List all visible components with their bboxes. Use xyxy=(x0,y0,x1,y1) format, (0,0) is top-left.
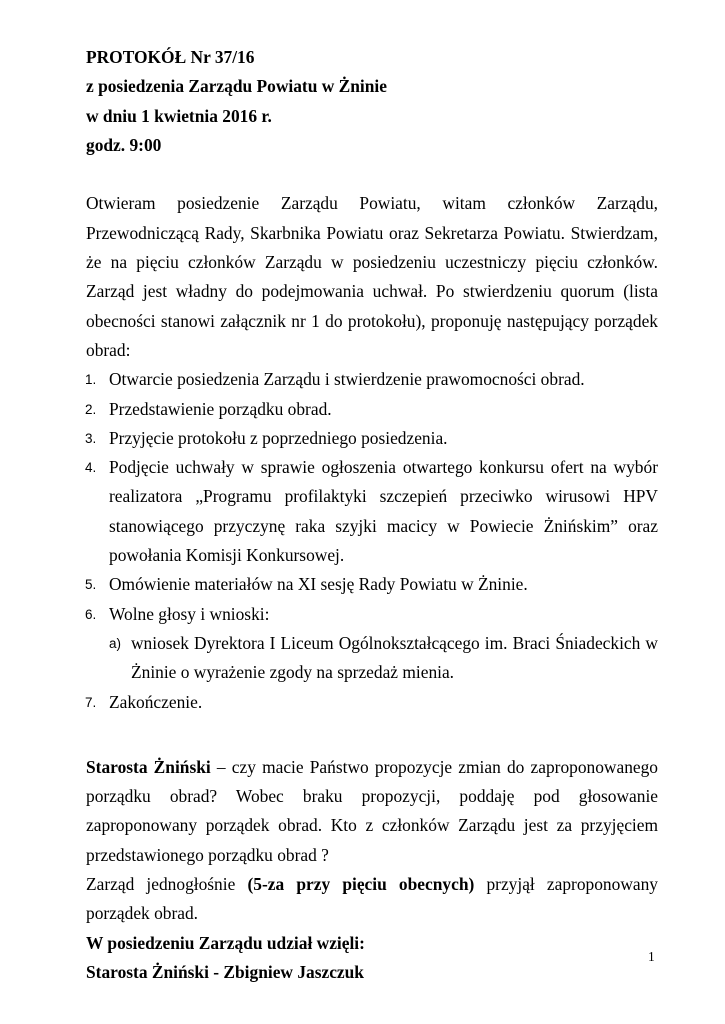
agenda-item-number: 1. xyxy=(85,372,97,388)
agenda-item-number: 3. xyxy=(85,430,97,446)
spacer xyxy=(86,717,658,753)
agenda-item xyxy=(86,600,658,688)
agenda-item xyxy=(86,688,658,717)
vote-text-after: przyjął zaproponowany porządek obrad. xyxy=(86,874,658,924)
participants-heading: W posiedzeniu Zarządu udział wzięli: xyxy=(86,932,365,953)
agenda-item-text: Przedstawienie porządku obrad. xyxy=(109,398,332,419)
agenda-list xyxy=(86,365,658,717)
agenda-item-number: 5. xyxy=(85,577,97,593)
participant-starosta: Starosta Żniński - Zbigniew Jaszczuk xyxy=(86,961,364,982)
agenda-item-number: 6. xyxy=(85,606,97,622)
speaker-name: Starosta Żniński xyxy=(86,756,211,777)
agenda-item-text: Przyjęcie protokołu z poprzedniego posiedzenia. xyxy=(109,427,448,448)
starosta-statement xyxy=(86,753,658,870)
agenda-item xyxy=(86,424,658,453)
agenda-item xyxy=(86,453,658,570)
vote-result xyxy=(86,870,658,929)
agenda-item xyxy=(86,365,658,394)
agenda-item-number: 4. xyxy=(85,460,97,476)
meeting-time: godz. 9:00 xyxy=(86,134,162,155)
agenda-subitem xyxy=(109,629,658,688)
agenda-subitem-letter: a) xyxy=(109,635,122,651)
opening-paragraph: Otwieram posiedzenie Zarządu Powiatu, witam członków Zarządu, Przewodniczącą Rady, Skarbnika Powiatu oraz Sekretarza Powiatu. Stwierdzam, że na pięciu członków Zarządu w posiedzeniu uczestniczy pięciu członków. Zarząd jest władny do podejmowania uchwał. Po stwierdzeniu quorum (lista obecności stanowi załącznik nr 1 do protokołu), proponuję następujący porządek obrad: xyxy=(86,193,658,360)
vote-text-before: Zarząd jednogłośnie xyxy=(86,874,248,895)
agenda-item xyxy=(86,570,658,599)
agenda-item-number: 7. xyxy=(85,694,97,710)
agenda-sublist xyxy=(109,629,658,688)
agenda-item-text: Otwarcie posiedzenia Zarządu i stwierdzenie prawomocności obrad. xyxy=(109,369,585,390)
document-body xyxy=(86,43,658,987)
meeting-subtitle: z posiedzenia Zarządu Powiatu w Żninie xyxy=(86,76,387,97)
meeting-date: w dniu 1 kwietnia 2016 r. xyxy=(86,105,272,126)
protocol-title: PROTOKÓŁ Nr 37/16 xyxy=(86,47,255,67)
agenda-item-number: 2. xyxy=(85,401,97,417)
agenda-item-text: Wolne głosy i wnioski: xyxy=(109,603,270,624)
page-number: 1 xyxy=(648,949,655,964)
spacer xyxy=(86,160,658,189)
agenda-item-text: Podjęcie uchwały w sprawie ogłoszenia otwartego konkursu ofert na wybór realizatora „Programu profilaktyki szczepień przeciwko wirusowi HPV stanowiącego przyczynę raka szyjki macicy w Powiecie Żnińskim” oraz powołania Komisji Konkursowej. xyxy=(109,457,658,566)
agenda-item-text: Omówienie materiałów na XI sesję Rady Powiatu w Żninie. xyxy=(109,574,528,595)
agenda-subitem-text: wniosek Dyrektora I Liceum Ogólnokształcącego im. Braci Śniadeckich w Żninie o wyrażenie zgody na sprzedaż mienia. xyxy=(131,632,658,683)
agenda-item xyxy=(86,395,658,424)
agenda-item-text: Zakończenie. xyxy=(109,691,203,712)
vote-count: (5-za przy pięciu obecnych) xyxy=(247,874,475,895)
statement-text: – czy macie Państwo propozycje zmian do zaproponowanego porządku obrad? Wobec braku propozycji, poddaję pod głosowanie zaproponowany porządek obrad. Kto z członków Zarządu jest za przyjęciem przedstawionego porządku obrad ? xyxy=(86,756,659,865)
